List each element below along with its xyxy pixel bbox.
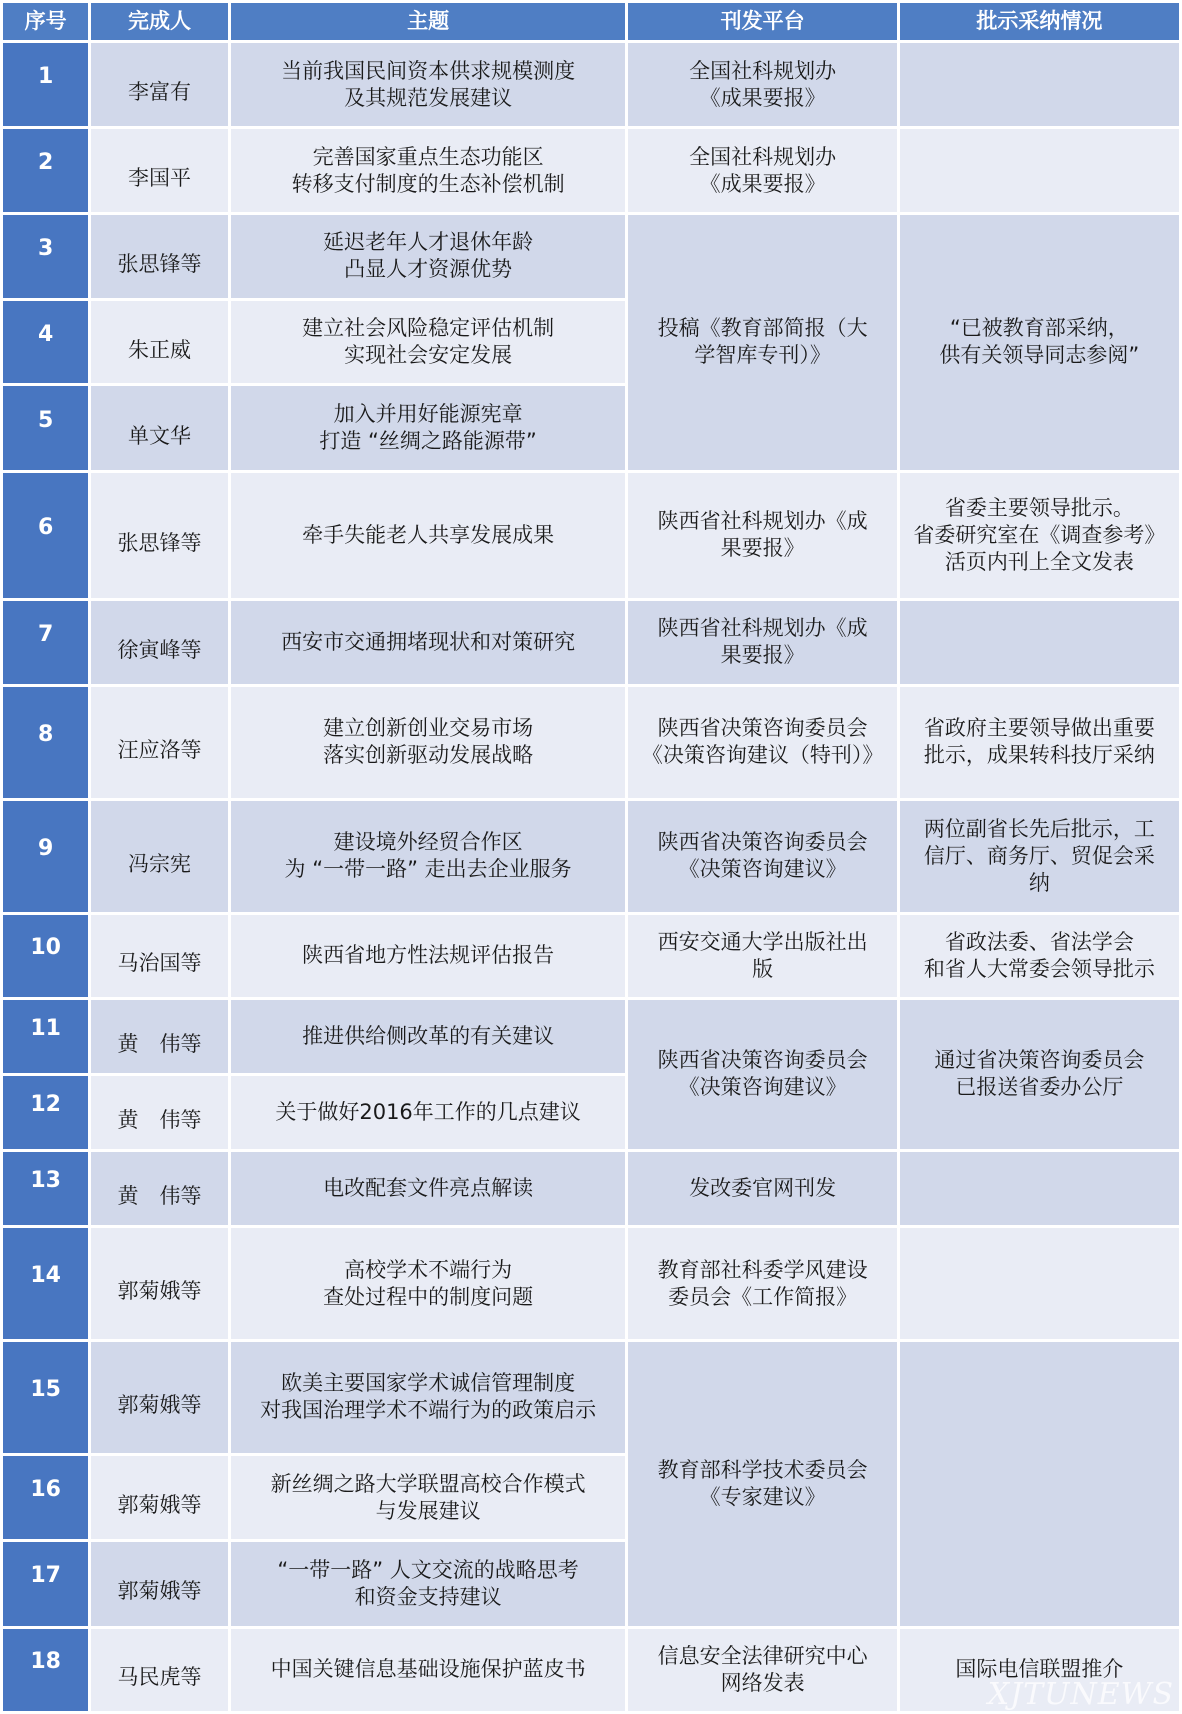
approval-cell xyxy=(898,128,1180,213)
topic-cell xyxy=(229,1227,627,1341)
table-row xyxy=(2,42,1181,128)
approval-cell xyxy=(898,599,1180,685)
cell-text: 西安市交通拥堵现状和对策研究 xyxy=(281,629,576,654)
platform-cell xyxy=(627,998,898,1150)
cell-text: 陕西省决策咨询委员会 xyxy=(657,1048,868,1073)
approval-cell xyxy=(898,213,1180,471)
topic-cell xyxy=(229,128,627,213)
cell-text: 西安交通大学出版社出版 xyxy=(657,929,868,981)
author-cell xyxy=(90,1075,229,1150)
header-author: 完成人 xyxy=(90,2,229,42)
cell-text: 省委主要领导批示。 xyxy=(944,495,1134,520)
author-name: 李富有 xyxy=(127,80,191,105)
author-cell xyxy=(90,385,229,471)
topic-cell xyxy=(229,300,627,385)
approval-cell xyxy=(898,998,1180,1150)
table-row xyxy=(2,913,1181,998)
author-name: 张思锋等 xyxy=(117,530,202,555)
table-row xyxy=(2,998,1181,1075)
topic-cell xyxy=(229,913,627,998)
topic-cell xyxy=(229,1627,627,1712)
table-row xyxy=(2,599,1181,685)
row-number-text: 1 xyxy=(37,64,54,90)
row-number-text: 6 xyxy=(37,514,54,540)
cell-text: 完善国家重点生态功能区 xyxy=(312,144,544,169)
table-row xyxy=(2,1150,1181,1227)
platform-cell xyxy=(627,599,898,685)
cell-text: 欧美主要国家学术诚信管理制度 xyxy=(281,1371,576,1396)
topic-cell xyxy=(229,1541,627,1627)
platform-cell xyxy=(627,1341,898,1628)
platform-cell xyxy=(627,471,898,599)
cell-text: 牵手失能老人共享发展成果 xyxy=(302,522,555,547)
row-number xyxy=(2,1227,90,1341)
author-cell xyxy=(90,1454,229,1540)
row-number-text: 13 xyxy=(30,1168,61,1194)
row-number xyxy=(2,1075,90,1150)
cell-text: “一带一路” 人文交流的战略思考 xyxy=(277,1557,579,1582)
author-cell xyxy=(90,471,229,599)
approval-cell xyxy=(898,1150,1180,1227)
author-cell xyxy=(90,1150,229,1227)
cell-text: 投稿《教育部简报（大学智库专刊）》 xyxy=(657,316,868,368)
cell-text: 活页内刊上全文发表 xyxy=(944,549,1134,574)
header-platform: 刊发平台 xyxy=(627,2,898,42)
row-number xyxy=(2,1541,90,1627)
row-number xyxy=(2,42,90,128)
table-row xyxy=(2,799,1181,913)
platform-cell xyxy=(627,1227,898,1341)
author-cell xyxy=(90,799,229,913)
row-number-text: 8 xyxy=(37,721,54,747)
cell-text: 陕西省社科规划办《成果要报》 xyxy=(657,509,868,561)
row-number xyxy=(2,385,90,471)
row-number xyxy=(2,1341,90,1455)
row-number-text: 16 xyxy=(30,1477,61,1502)
topic-cell xyxy=(229,686,627,800)
cell-text: 陕西省决策咨询委员会 xyxy=(657,830,868,855)
approval-cell xyxy=(898,913,1180,998)
cell-text: 国际电信联盟推介 xyxy=(955,1657,1124,1682)
cell-text: 打造 “丝绸之路能源带” xyxy=(319,429,537,454)
cell-text: 两位副省长先后批示，工信厅、商务厅、贸促会采纳 xyxy=(923,816,1155,895)
author-name: 徐寅峰等 xyxy=(117,637,202,662)
approval-cell xyxy=(898,42,1180,128)
author-cell xyxy=(90,998,229,1075)
header-no: 序号 xyxy=(2,2,90,42)
topic-cell xyxy=(229,1150,627,1227)
cell-text: 实现社会安定发展 xyxy=(344,343,513,368)
author-name: 黄 伟等 xyxy=(117,1108,202,1133)
cell-text: 教育部社科委学风建设委员会《工作简报》 xyxy=(657,1257,868,1309)
row-number-text: 12 xyxy=(30,1092,61,1118)
header-approval: 批示采纳情况 xyxy=(898,2,1180,42)
cell-text: 和省人大常委会领导批示 xyxy=(923,956,1155,981)
platform-cell xyxy=(627,1150,898,1227)
row-number-text: 18 xyxy=(30,1649,61,1675)
header-topic: 主题 xyxy=(229,2,627,42)
cell-text: 全国社科规划办 xyxy=(689,144,837,169)
author-cell xyxy=(90,1341,229,1455)
author-cell xyxy=(90,599,229,685)
cell-text: 推进供给侧改革的有关建议 xyxy=(302,1024,555,1049)
cell-text: 转移支付制度的生态补偿机制 xyxy=(291,171,565,196)
author-name: 黄 伟等 xyxy=(117,1184,202,1209)
author-name: 郭菊娥等 xyxy=(117,1493,202,1517)
cell-text: 已报送省委办公厅 xyxy=(955,1075,1124,1100)
cell-text: 《决策咨询建议》 xyxy=(678,1075,847,1100)
cell-text: 信息安全法律研究中心网络发表 xyxy=(657,1643,868,1695)
row-number-text: 10 xyxy=(30,935,61,961)
cell-text: 供有关领导同志参阅” xyxy=(939,343,1140,368)
cell-text: 查处过程中的制度问题 xyxy=(323,1284,534,1309)
cell-text: 新丝绸之路大学联盟高校合作模式 xyxy=(270,1471,586,1496)
table-row xyxy=(2,128,1181,213)
row-number xyxy=(2,1150,90,1227)
author-cell xyxy=(90,1541,229,1627)
author-cell xyxy=(90,128,229,213)
topic-cell xyxy=(229,998,627,1075)
cell-text: 陕西省社科规划办《成果要报》 xyxy=(657,616,868,668)
author-name: 冯宗宪 xyxy=(127,851,191,876)
cell-text: 建立社会风险稳定评估机制 xyxy=(302,316,555,341)
author-name: 黄 伟等 xyxy=(117,1032,202,1057)
table-row xyxy=(2,686,1181,800)
row-number xyxy=(2,913,90,998)
cell-text: 为 “一带一路” 走出去企业服务 xyxy=(284,857,572,882)
cell-text: 当前我国民间资本供求规模测度 xyxy=(281,58,576,83)
cell-text: “已被教育部采纳， xyxy=(949,316,1129,341)
topic-cell xyxy=(229,1341,627,1455)
row-number xyxy=(2,599,90,685)
platform-cell xyxy=(627,128,898,213)
topic-cell xyxy=(229,799,627,913)
row-number-text: 17 xyxy=(30,1563,61,1589)
cell-text: 发改委官网刊发 xyxy=(689,1176,837,1201)
row-number xyxy=(2,998,90,1075)
row-number-text: 11 xyxy=(30,1016,61,1042)
cell-text: 延迟老年人才退休年龄 xyxy=(323,230,534,255)
author-cell xyxy=(90,1627,229,1712)
topic-cell xyxy=(229,599,627,685)
cell-text: 《专家建议》 xyxy=(699,1484,826,1509)
row-number xyxy=(2,300,90,385)
author-name: 郭菊娥等 xyxy=(117,1579,202,1604)
approval-cell xyxy=(898,686,1180,800)
cell-text: 全国社科规划办 xyxy=(689,58,837,83)
author-name: 朱正威 xyxy=(127,337,191,362)
author-name: 单文华 xyxy=(127,423,191,448)
row-number xyxy=(2,471,90,599)
author-name: 马治国等 xyxy=(117,951,202,976)
author-name: 郭菊娥等 xyxy=(117,1392,202,1417)
row-number xyxy=(2,799,90,913)
topic-cell xyxy=(229,471,627,599)
cell-text: 凸显人才资源优势 xyxy=(344,257,513,282)
cell-text: 省政法委、省法学会 xyxy=(944,929,1134,954)
cell-text: 教育部科学技术委员会 xyxy=(657,1457,868,1482)
topic-cell xyxy=(229,1454,627,1540)
cell-text: 陕西省决策咨询委员会 xyxy=(657,716,868,741)
cell-text: 关于做好2016年工作的几点建议 xyxy=(275,1100,581,1125)
row-number-text: 9 xyxy=(37,835,54,861)
author-cell xyxy=(90,686,229,800)
cell-text: 中国关键信息基础设施保护蓝皮书 xyxy=(270,1657,586,1682)
topic-cell xyxy=(229,1075,627,1150)
cell-text: 《决策咨询建议》 xyxy=(678,857,847,882)
author-name: 张思锋等 xyxy=(117,251,202,276)
platform-cell xyxy=(627,213,898,471)
row-number-text: 3 xyxy=(37,235,54,261)
cell-text: 建立创新创业交易市场 xyxy=(323,716,534,741)
topic-cell xyxy=(229,385,627,471)
cell-text: 与发展建议 xyxy=(375,1498,481,1523)
cell-text: 《成果要报》 xyxy=(699,171,826,196)
table-row xyxy=(2,213,1181,299)
row-number xyxy=(2,128,90,213)
row-number-text: 7 xyxy=(37,621,54,647)
author-name: 李国平 xyxy=(127,166,191,191)
cell-text: 《成果要报》 xyxy=(699,85,826,110)
row-number xyxy=(2,213,90,299)
author-cell xyxy=(90,913,229,998)
author-cell xyxy=(90,300,229,385)
author-cell xyxy=(90,42,229,128)
cell-text: 建设境外经贸合作区 xyxy=(333,830,523,855)
author-cell xyxy=(90,213,229,299)
cell-text: 省政府主要领导做出重要批示，成果转科技厅采纳 xyxy=(923,716,1155,768)
approval-cell xyxy=(898,1227,1180,1341)
approval-cell xyxy=(898,799,1180,913)
row-number xyxy=(2,686,90,800)
cell-text: 陕西省地方性法规评估报告 xyxy=(302,943,555,968)
cell-text: 落实创新驱动发展战略 xyxy=(323,743,534,768)
header-row xyxy=(2,2,1181,42)
row-number-text: 5 xyxy=(37,407,54,433)
approval-cell xyxy=(898,1341,1180,1628)
cell-text: 加入并用好能源宪章 xyxy=(333,402,523,427)
cell-text: 通过省决策咨询委员会 xyxy=(934,1048,1145,1073)
approval-cell xyxy=(898,471,1180,599)
table-row xyxy=(2,471,1181,599)
row-number xyxy=(2,1454,90,1540)
author-name: 郭菊娥等 xyxy=(117,1279,202,1304)
platform-cell xyxy=(627,42,898,128)
cell-text: 和资金支持建议 xyxy=(354,1584,502,1609)
platform-cell xyxy=(627,686,898,800)
author-cell xyxy=(90,1227,229,1341)
author-name: 马民虎等 xyxy=(117,1665,202,1690)
row-number-text: 14 xyxy=(30,1263,61,1289)
topic-cell xyxy=(229,213,627,299)
topic-cell xyxy=(229,42,627,128)
row-number-text: 4 xyxy=(37,321,54,347)
table-row xyxy=(2,1341,1181,1455)
row-number-text: 2 xyxy=(37,150,54,176)
row-number-text: 15 xyxy=(30,1376,61,1402)
platform-cell xyxy=(627,1627,898,1712)
row-number xyxy=(2,1627,90,1712)
cell-text: 高校学术不端行为 xyxy=(344,1257,513,1282)
author-name: 汪应洛等 xyxy=(117,737,202,762)
platform-cell xyxy=(627,799,898,913)
cell-text: 对我国治理学术不端行为的政策启示 xyxy=(260,1398,597,1423)
cell-text: 及其规范发展建议 xyxy=(344,85,513,110)
cell-text: 省委研究室在《调查参考》 xyxy=(913,522,1166,547)
table-row xyxy=(2,1227,1181,1341)
watermark: XJTUNEWS xyxy=(987,1677,1174,1712)
cell-text: 《决策咨询建议（特刊）》 xyxy=(641,743,884,768)
platform-cell xyxy=(627,913,898,998)
cell-text: 电改配套文件亮点解读 xyxy=(323,1176,534,1201)
